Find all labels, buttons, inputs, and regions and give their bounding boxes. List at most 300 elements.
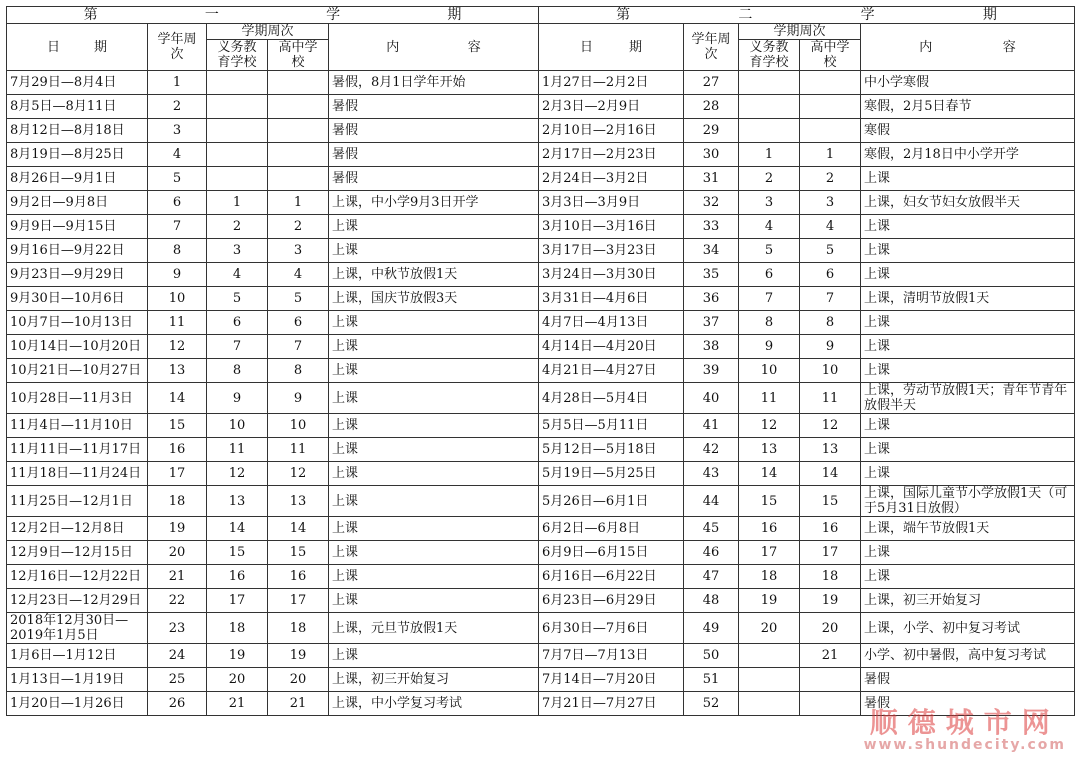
sem1-content-cell: 上课 (329, 589, 539, 613)
sem1-school-year-week-cell: 18 (148, 486, 207, 517)
sem1-date-cell: 12月9日—12月15日 (7, 541, 148, 565)
semester-1-char: 期 (447, 6, 462, 23)
sem2-compulsory-week-cell: 5 (739, 239, 800, 263)
sem1-date-cell: 9月2日—9月8日 (7, 191, 148, 215)
sem1-compulsory-week-cell (207, 119, 268, 143)
sem1-content-cell: 上课 (329, 517, 539, 541)
sem1-date-cell: 9月23日—9月29日 (7, 263, 148, 287)
sem1-school-year-week-cell: 23 (148, 613, 207, 644)
sem1-date-cell: 2018年12月30日—2019年1月5日 (7, 613, 148, 644)
sem1-high-week-cell: 1 (268, 191, 329, 215)
sem2-compulsory-week-cell (739, 119, 800, 143)
sem2-high-week-cell: 2 (800, 167, 861, 191)
sem1-high-week-cell (268, 71, 329, 95)
sem2-school-year-week-cell: 43 (684, 462, 739, 486)
header-school-year-week (684, 24, 739, 71)
sem1-high-week-cell: 18 (268, 613, 329, 644)
sem2-compulsory-week-cell (739, 692, 800, 716)
sem1-compulsory-week-cell: 4 (207, 263, 268, 287)
sem2-compulsory-week-cell (739, 71, 800, 95)
sem2-school-year-week-cell: 46 (684, 541, 739, 565)
sem1-date-cell: 10月21日—10月27日 (7, 359, 148, 383)
sem1-high-week-cell (268, 143, 329, 167)
sem2-date-cell: 7月21日—7月27日 (539, 692, 684, 716)
sem1-content-cell: 上课，中小学复习考试 (329, 692, 539, 716)
sem1-content-cell: 上课 (329, 311, 539, 335)
table-row (7, 311, 1075, 335)
sem2-date-cell: 4月7日—4月13日 (539, 311, 684, 335)
semester-2-title (539, 7, 1075, 24)
sem2-compulsory-week-cell: 9 (739, 335, 800, 359)
sem2-school-year-week-cell: 50 (684, 644, 739, 668)
sem2-content-cell: 寒假，2月5日春节 (861, 95, 1075, 119)
sem2-date-cell: 3月17日—3月23日 (539, 239, 684, 263)
sem1-high-week-cell: 19 (268, 644, 329, 668)
sem2-content-cell: 暑假 (861, 668, 1075, 692)
sem1-compulsory-week-cell: 18 (207, 613, 268, 644)
sem2-compulsory-week-cell: 4 (739, 215, 800, 239)
sem2-compulsory-week-cell: 13 (739, 438, 800, 462)
header-line: 义务教 (217, 40, 257, 55)
sem2-content-cell: 上课 (861, 541, 1075, 565)
sem1-high-week-cell: 7 (268, 335, 329, 359)
sem2-school-year-week-cell: 52 (684, 692, 739, 716)
calendar-body (7, 71, 1075, 716)
header-content-char: 容 (467, 39, 481, 55)
sem1-content-cell: 暑假，8月1日学年开始 (329, 71, 539, 95)
sem2-high-week-cell: 14 (800, 462, 861, 486)
sem1-school-year-week-cell: 13 (148, 359, 207, 383)
sem1-content-cell: 上课 (329, 359, 539, 383)
sem1-high-week-cell: 12 (268, 462, 329, 486)
table-row (7, 143, 1075, 167)
table-row (7, 668, 1075, 692)
sem1-school-year-week-cell: 17 (148, 462, 207, 486)
sem2-content-cell: 上课 (861, 438, 1075, 462)
sem2-date-cell: 6月2日—6月8日 (539, 517, 684, 541)
sem1-school-year-week-cell: 1 (148, 71, 207, 95)
watermark-en: www.shundecity.com (863, 737, 1066, 753)
sem2-school-year-week-cell: 34 (684, 239, 739, 263)
header-date-char: 期 (93, 39, 107, 55)
sem1-school-year-week-cell: 6 (148, 191, 207, 215)
sem2-high-week-cell: 19 (800, 589, 861, 613)
table-row (7, 239, 1075, 263)
sem2-content-cell: 上课 (861, 167, 1075, 191)
sem1-school-year-week-cell: 4 (148, 143, 207, 167)
header-content (861, 24, 1075, 71)
table-row (7, 613, 1075, 644)
sem1-school-year-week-cell: 11 (148, 311, 207, 335)
sem1-school-year-week-cell: 14 (148, 383, 207, 414)
sem1-date-cell: 12月23日—12月29日 (7, 589, 148, 613)
table-row (7, 486, 1075, 517)
sem1-content-cell: 暑假 (329, 143, 539, 167)
semester-2-char: 期 (982, 6, 997, 23)
sem1-high-week-cell: 2 (268, 215, 329, 239)
table-row (7, 517, 1075, 541)
table-row (7, 95, 1075, 119)
sem1-date-cell: 7月29日—8月4日 (7, 71, 148, 95)
sem2-high-week-cell: 18 (800, 565, 861, 589)
sem1-school-year-week-cell: 16 (148, 438, 207, 462)
sem1-compulsory-week-cell (207, 143, 268, 167)
header-content-char: 内 (386, 39, 400, 55)
table-row (7, 565, 1075, 589)
sem2-high-week-cell: 7 (800, 287, 861, 311)
sem1-compulsory-week-cell: 19 (207, 644, 268, 668)
sem1-date-cell: 9月16日—9月22日 (7, 239, 148, 263)
sem2-content-cell: 暑假 (861, 692, 1075, 716)
sem1-compulsory-week-cell: 2 (207, 215, 268, 239)
sem1-school-year-week-cell: 8 (148, 239, 207, 263)
sem2-content-cell: 上课 (861, 462, 1075, 486)
sem2-high-week-cell: 15 (800, 486, 861, 517)
header-line: 高中学 (278, 40, 318, 55)
sem2-compulsory-week-cell (739, 668, 800, 692)
sem1-high-week-cell: 8 (268, 359, 329, 383)
sem1-school-year-week-cell: 15 (148, 414, 207, 438)
sem1-high-week-cell: 17 (268, 589, 329, 613)
semester-1-title (7, 7, 539, 24)
sem2-compulsory-week-cell: 3 (739, 191, 800, 215)
sem2-high-week-cell (800, 668, 861, 692)
table-row (7, 462, 1075, 486)
sem2-school-year-week-cell: 39 (684, 359, 739, 383)
header-line: 校 (823, 55, 837, 70)
sem1-school-year-week-cell: 9 (148, 263, 207, 287)
sem2-high-week-cell: 9 (800, 335, 861, 359)
sem2-school-year-week-cell: 44 (684, 486, 739, 517)
sem1-date-cell: 12月16日—12月22日 (7, 565, 148, 589)
sem2-date-cell: 4月28日—5月4日 (539, 383, 684, 414)
sem2-date-cell: 7月14日—7月20日 (539, 668, 684, 692)
sem2-content-cell: 上课，国际儿童节小学放假1天（可于5月31日放假） (861, 486, 1075, 517)
sem1-content-cell: 暑假 (329, 119, 539, 143)
semester-1-char: 学 (326, 6, 341, 23)
sem2-school-year-week-cell: 36 (684, 287, 739, 311)
header-week-line: 学年周 (691, 32, 731, 47)
sem2-high-week-cell: 4 (800, 215, 861, 239)
sem1-content-cell: 上课 (329, 383, 539, 414)
sem2-date-cell: 5月26日—6月1日 (539, 486, 684, 517)
sem2-high-week-cell: 11 (800, 383, 861, 414)
sem1-high-week-cell: 11 (268, 438, 329, 462)
sem2-date-cell: 4月21日—4月27日 (539, 359, 684, 383)
sem1-high-week-cell: 6 (268, 311, 329, 335)
sem2-school-year-week-cell: 29 (684, 119, 739, 143)
sem1-high-week-cell: 10 (268, 414, 329, 438)
sem1-school-year-week-cell: 19 (148, 517, 207, 541)
sem1-compulsory-week-cell: 12 (207, 462, 268, 486)
sem2-date-cell: 3月3日—3月9日 (539, 191, 684, 215)
sem2-content-cell: 小学、初中暑假，高中复习考试 (861, 644, 1075, 668)
sem1-content-cell: 上课 (329, 414, 539, 438)
sem1-compulsory-week-cell: 14 (207, 517, 268, 541)
header-date (539, 24, 684, 71)
sem2-school-year-week-cell: 35 (684, 263, 739, 287)
sem1-compulsory-week-cell: 16 (207, 565, 268, 589)
sem2-date-cell: 3月10日—3月16日 (539, 215, 684, 239)
sem2-high-week-cell: 6 (800, 263, 861, 287)
sem1-content-cell: 暑假 (329, 167, 539, 191)
sem1-compulsory-week-cell: 9 (207, 383, 268, 414)
sem1-school-year-week-cell: 10 (148, 287, 207, 311)
sem2-date-cell: 1月27日—2月2日 (539, 71, 684, 95)
sem2-content-cell: 上课，劳动节放假1天；青年节青年放假半天 (861, 383, 1075, 414)
sem2-school-year-week-cell: 30 (684, 143, 739, 167)
sem1-compulsory-week-cell: 20 (207, 668, 268, 692)
header-content-char: 内 (919, 39, 933, 55)
header-high-school (268, 40, 329, 71)
sem2-high-week-cell: 3 (800, 191, 861, 215)
sem1-date-cell: 12月2日—12月8日 (7, 517, 148, 541)
table-row (7, 191, 1075, 215)
sem2-compulsory-week-cell: 20 (739, 613, 800, 644)
sem2-school-year-week-cell: 45 (684, 517, 739, 541)
sem2-school-year-week-cell: 51 (684, 668, 739, 692)
sem2-content-cell: 上课 (861, 263, 1075, 287)
sem1-school-year-week-cell: 7 (148, 215, 207, 239)
sem2-high-week-cell (800, 95, 861, 119)
sem2-date-cell: 5月12日—5月18日 (539, 438, 684, 462)
sem2-content-cell: 上课 (861, 414, 1075, 438)
sem2-school-year-week-cell: 32 (684, 191, 739, 215)
sem2-school-year-week-cell: 37 (684, 311, 739, 335)
table-row (7, 287, 1075, 311)
sem2-compulsory-week-cell: 18 (739, 565, 800, 589)
table-row (7, 438, 1075, 462)
sem2-date-cell: 5月19日—5月25日 (539, 462, 684, 486)
sem2-date-cell: 2月10日—2月16日 (539, 119, 684, 143)
header-date-char: 日 (579, 39, 593, 55)
table-row (7, 335, 1075, 359)
sem2-high-week-cell: 20 (800, 613, 861, 644)
sem2-school-year-week-cell: 42 (684, 438, 739, 462)
sem2-compulsory-week-cell (739, 95, 800, 119)
sem1-school-year-week-cell: 24 (148, 644, 207, 668)
sem2-content-cell: 上课 (861, 335, 1075, 359)
header-week-line: 次 (704, 47, 718, 62)
sem1-compulsory-week-cell: 7 (207, 335, 268, 359)
sem2-high-week-cell: 1 (800, 143, 861, 167)
sem2-high-week-cell (800, 119, 861, 143)
sem2-date-cell: 3月31日—4月6日 (539, 287, 684, 311)
sem2-high-week-cell: 12 (800, 414, 861, 438)
sem2-content-cell: 寒假，2月18日中小学开学 (861, 143, 1075, 167)
sem1-school-year-week-cell: 5 (148, 167, 207, 191)
sem2-high-week-cell: 21 (800, 644, 861, 668)
sem2-high-week-cell: 13 (800, 438, 861, 462)
sem1-high-week-cell: 21 (268, 692, 329, 716)
sem2-date-cell: 7月7日—7月13日 (539, 644, 684, 668)
table-row (7, 263, 1075, 287)
sem2-high-week-cell (800, 692, 861, 716)
sem1-date-cell: 8月26日—9月1日 (7, 167, 148, 191)
sem1-compulsory-week-cell: 11 (207, 438, 268, 462)
header-date-char: 日 (46, 39, 60, 55)
sem2-high-week-cell: 5 (800, 239, 861, 263)
sem1-compulsory-week-cell: 3 (207, 239, 268, 263)
sem1-date-cell: 10月14日—10月20日 (7, 335, 148, 359)
table-row (7, 644, 1075, 668)
sem1-high-week-cell: 13 (268, 486, 329, 517)
sem1-content-cell: 上课 (329, 462, 539, 486)
sem1-compulsory-week-cell: 5 (207, 287, 268, 311)
sem1-date-cell: 8月5日—8月11日 (7, 95, 148, 119)
sem1-content-cell: 上课，国庆节放假3天 (329, 287, 539, 311)
sem1-content-cell: 上课 (329, 239, 539, 263)
sem2-date-cell: 2月3日—2月9日 (539, 95, 684, 119)
sem2-compulsory-week-cell: 7 (739, 287, 800, 311)
sem2-high-week-cell: 16 (800, 517, 861, 541)
semester-1-char: 一 (204, 6, 219, 23)
sem2-date-cell: 2月17日—2月23日 (539, 143, 684, 167)
sem1-compulsory-week-cell: 15 (207, 541, 268, 565)
sem1-compulsory-week-cell: 13 (207, 486, 268, 517)
sem1-date-cell: 9月30日—10月6日 (7, 287, 148, 311)
header-line: 高中学 (810, 40, 850, 55)
sem2-compulsory-week-cell: 15 (739, 486, 800, 517)
table-row (7, 215, 1075, 239)
sem1-compulsory-week-cell: 10 (207, 414, 268, 438)
table-row (7, 383, 1075, 414)
sem1-content-cell: 上课，中小学9月3日开学 (329, 191, 539, 215)
sem2-school-year-week-cell: 31 (684, 167, 739, 191)
sem1-date-cell: 1月20日—1月26日 (7, 692, 148, 716)
sem2-content-cell: 中小学寒假 (861, 71, 1075, 95)
sem1-date-cell: 10月28日—11月3日 (7, 383, 148, 414)
header-date (7, 24, 148, 71)
sem1-compulsory-week-cell: 1 (207, 191, 268, 215)
sem1-high-week-cell (268, 167, 329, 191)
sem1-content-cell: 上课，中秋节放假1天 (329, 263, 539, 287)
sem2-school-year-week-cell: 41 (684, 414, 739, 438)
header-semester-week: 学期周次 (207, 24, 329, 40)
sem1-content-cell: 上课 (329, 565, 539, 589)
sem2-date-cell: 6月30日—7月6日 (539, 613, 684, 644)
table-row (7, 71, 1075, 95)
header-week-line: 次 (170, 47, 184, 62)
sem2-school-year-week-cell: 49 (684, 613, 739, 644)
sem1-date-cell: 1月6日—1月12日 (7, 644, 148, 668)
sem1-compulsory-week-cell: 17 (207, 589, 268, 613)
semester-2-char: 二 (738, 6, 753, 23)
sem2-date-cell: 4月14日—4月20日 (539, 335, 684, 359)
sem1-content-cell: 上课 (329, 335, 539, 359)
sem1-compulsory-week-cell (207, 167, 268, 191)
header-compulsory-school (739, 40, 800, 71)
header-line: 育学校 (749, 55, 789, 70)
sem2-compulsory-week-cell: 1 (739, 143, 800, 167)
sem1-content-cell: 上课 (329, 438, 539, 462)
sem1-high-week-cell: 9 (268, 383, 329, 414)
sem1-school-year-week-cell: 2 (148, 95, 207, 119)
sem1-high-week-cell: 20 (268, 668, 329, 692)
school-calendar-table (6, 6, 1075, 716)
sem1-school-year-week-cell: 3 (148, 119, 207, 143)
sem2-compulsory-week-cell: 10 (739, 359, 800, 383)
sem2-school-year-week-cell: 28 (684, 95, 739, 119)
sem2-date-cell: 2月24日—3月2日 (539, 167, 684, 191)
sem2-compulsory-week-cell: 17 (739, 541, 800, 565)
sem1-high-week-cell: 3 (268, 239, 329, 263)
sem1-date-cell: 11月18日—11月24日 (7, 462, 148, 486)
semester-2-char: 学 (860, 6, 875, 23)
sem1-high-week-cell: 15 (268, 541, 329, 565)
sem2-compulsory-week-cell: 14 (739, 462, 800, 486)
sem2-date-cell: 3月24日—3月30日 (539, 263, 684, 287)
sem1-date-cell: 11月4日—11月10日 (7, 414, 148, 438)
sem1-date-cell: 11月25日—12月1日 (7, 486, 148, 517)
sem1-date-cell: 11月11日—11月17日 (7, 438, 148, 462)
sem1-compulsory-week-cell: 8 (207, 359, 268, 383)
sem2-date-cell: 6月23日—6月29日 (539, 589, 684, 613)
header-line: 义务教 (749, 40, 789, 55)
header-line: 校 (291, 55, 305, 70)
sem2-high-week-cell: 10 (800, 359, 861, 383)
sem2-content-cell: 上课 (861, 359, 1075, 383)
sem2-content-cell: 上课，清明节放假1天 (861, 287, 1075, 311)
sem1-high-week-cell (268, 119, 329, 143)
table-row (7, 359, 1075, 383)
semester-2-char: 第 (616, 6, 631, 23)
sem1-compulsory-week-cell (207, 71, 268, 95)
sem2-content-cell: 上课 (861, 565, 1075, 589)
sem2-compulsory-week-cell (739, 644, 800, 668)
header-school-year-week (148, 24, 207, 71)
header-high-school (800, 40, 861, 71)
sem1-school-year-week-cell: 20 (148, 541, 207, 565)
header-week-line: 学年周 (157, 32, 197, 47)
sem1-compulsory-week-cell: 6 (207, 311, 268, 335)
header-content-char: 容 (1002, 39, 1016, 55)
sem2-school-year-week-cell: 40 (684, 383, 739, 414)
table-row (7, 119, 1075, 143)
sem2-content-cell: 上课，初三开始复习 (861, 589, 1075, 613)
table-row (7, 589, 1075, 613)
sem2-compulsory-week-cell: 2 (739, 167, 800, 191)
sem1-content-cell: 上课，元旦节放假1天 (329, 613, 539, 644)
header-content (329, 24, 539, 71)
sem1-content-cell: 暑假 (329, 95, 539, 119)
sem2-content-cell: 上课 (861, 239, 1075, 263)
header-date-char: 期 (628, 39, 642, 55)
sem2-school-year-week-cell: 48 (684, 589, 739, 613)
sem1-date-cell: 8月12日—8月18日 (7, 119, 148, 143)
sem2-compulsory-week-cell: 11 (739, 383, 800, 414)
sem1-high-week-cell: 4 (268, 263, 329, 287)
sem1-school-year-week-cell: 22 (148, 589, 207, 613)
sem2-date-cell: 6月9日—6月15日 (539, 541, 684, 565)
sem2-compulsory-week-cell: 19 (739, 589, 800, 613)
sem2-compulsory-week-cell: 6 (739, 263, 800, 287)
sem2-content-cell: 上课，小学、初中复习考试 (861, 613, 1075, 644)
sem1-content-cell: 上课 (329, 644, 539, 668)
sem1-high-week-cell (268, 95, 329, 119)
table-row (7, 541, 1075, 565)
table-row (7, 414, 1075, 438)
sem2-high-week-cell: 8 (800, 311, 861, 335)
sem1-school-year-week-cell: 26 (148, 692, 207, 716)
sem2-compulsory-week-cell: 12 (739, 414, 800, 438)
sem1-high-week-cell: 14 (268, 517, 329, 541)
watermark-cn: 顺德城市网 (869, 706, 1060, 739)
sem2-content-cell: 上课，端午节放假1天 (861, 517, 1075, 541)
sem1-compulsory-week-cell: 21 (207, 692, 268, 716)
sem2-content-cell: 寒假 (861, 119, 1075, 143)
header-compulsory-school (207, 40, 268, 71)
